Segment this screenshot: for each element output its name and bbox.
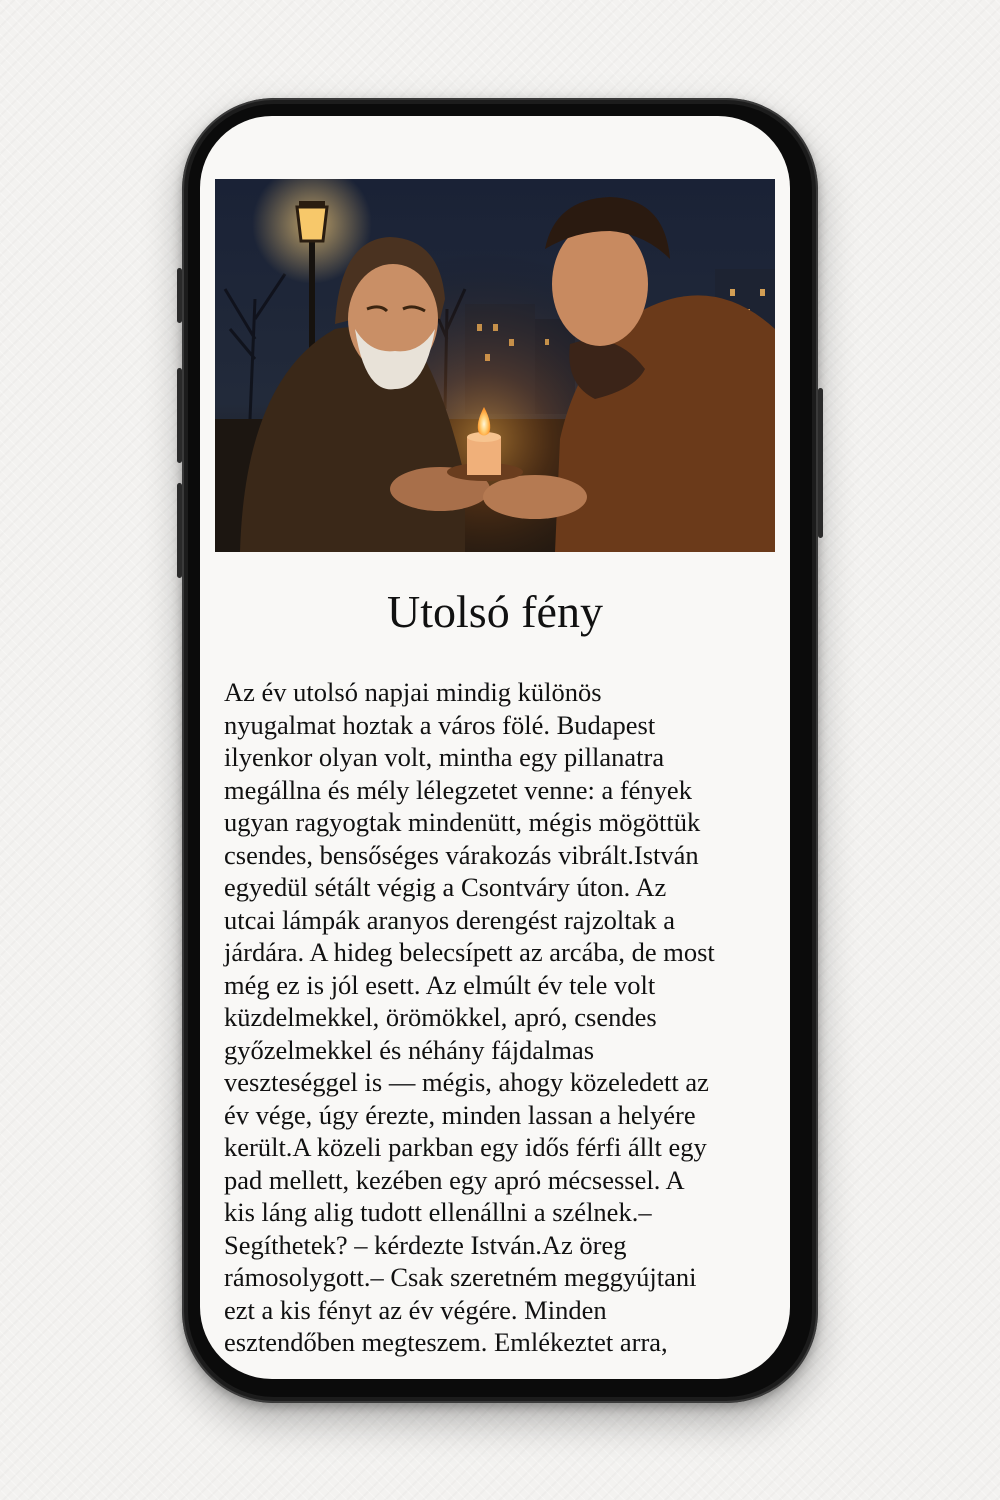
article-line: ezt a kis fényt az év végére. Minden: [224, 1294, 607, 1325]
volume-up-button: [177, 368, 182, 463]
article-line: nyugalmat hoztak a város fölé. Budapest: [224, 709, 656, 740]
article-line: utcai lámpák aranyos derengést rajzoltak a: [224, 904, 676, 935]
article-line: esztendőben megteszem. Emlékeztet arra,: [224, 1327, 668, 1357]
article-line: még ez is jól esett. Az elmúlt év tele volt: [224, 969, 656, 1000]
article-line: év vége, úgy érezte, minden lassan a helyére: [224, 1099, 696, 1130]
article-hero-image: [215, 179, 775, 552]
article-line: ugyan ragyogtak mindenütt, mégis mögöttük: [224, 807, 701, 837]
article-line: Az év utolsó napjai mindig különös: [224, 677, 602, 707]
volume-down-button: [177, 483, 182, 578]
article-line: küzdelmekkel, örömökkel, apró, csendes: [224, 1002, 657, 1032]
article-line: egyedül sétált végig a Csontváry úton. Az: [224, 872, 667, 902]
article-line: került.A közeli parkban egy idős férfi állt egy: [224, 1132, 707, 1162]
article-line: veszteséggel is — mégis, ahogy közeledett az: [224, 1067, 709, 1097]
mute-switch: [177, 268, 182, 323]
illustration-old-man-young-man-candle: [215, 179, 775, 552]
article-line: ilyenkor olyan volt, mintha egy pillanatra: [224, 742, 665, 772]
article-line: rámosolygott.– Csak szeretném meggyújtani: [224, 1262, 697, 1292]
article-line: csendes, bensőséges várakozás vibrált.István: [224, 839, 699, 870]
article-line: pad mellett, kezében egy apró mécsessel. A: [224, 1164, 685, 1195]
phone-screen[interactable]: [200, 116, 790, 1379]
power-button: [818, 388, 823, 538]
article-title: Utolsó fény: [387, 586, 603, 637]
article-line: járdára. A hideg belecsípett az arcába, de most: [224, 937, 715, 967]
article-line: Segíthetek? – kérdezte István.Az öreg: [224, 1229, 627, 1260]
article-line: kis láng alig tudott ellenállni a szélnek.–: [224, 1197, 652, 1227]
article-body[interactable]: [224, 676, 772, 1359]
article-line: megállna és mély lélegzetet venne: a fények: [224, 774, 692, 805]
article-line: győzelmekkel és néhány fájdalmas: [224, 1034, 595, 1065]
